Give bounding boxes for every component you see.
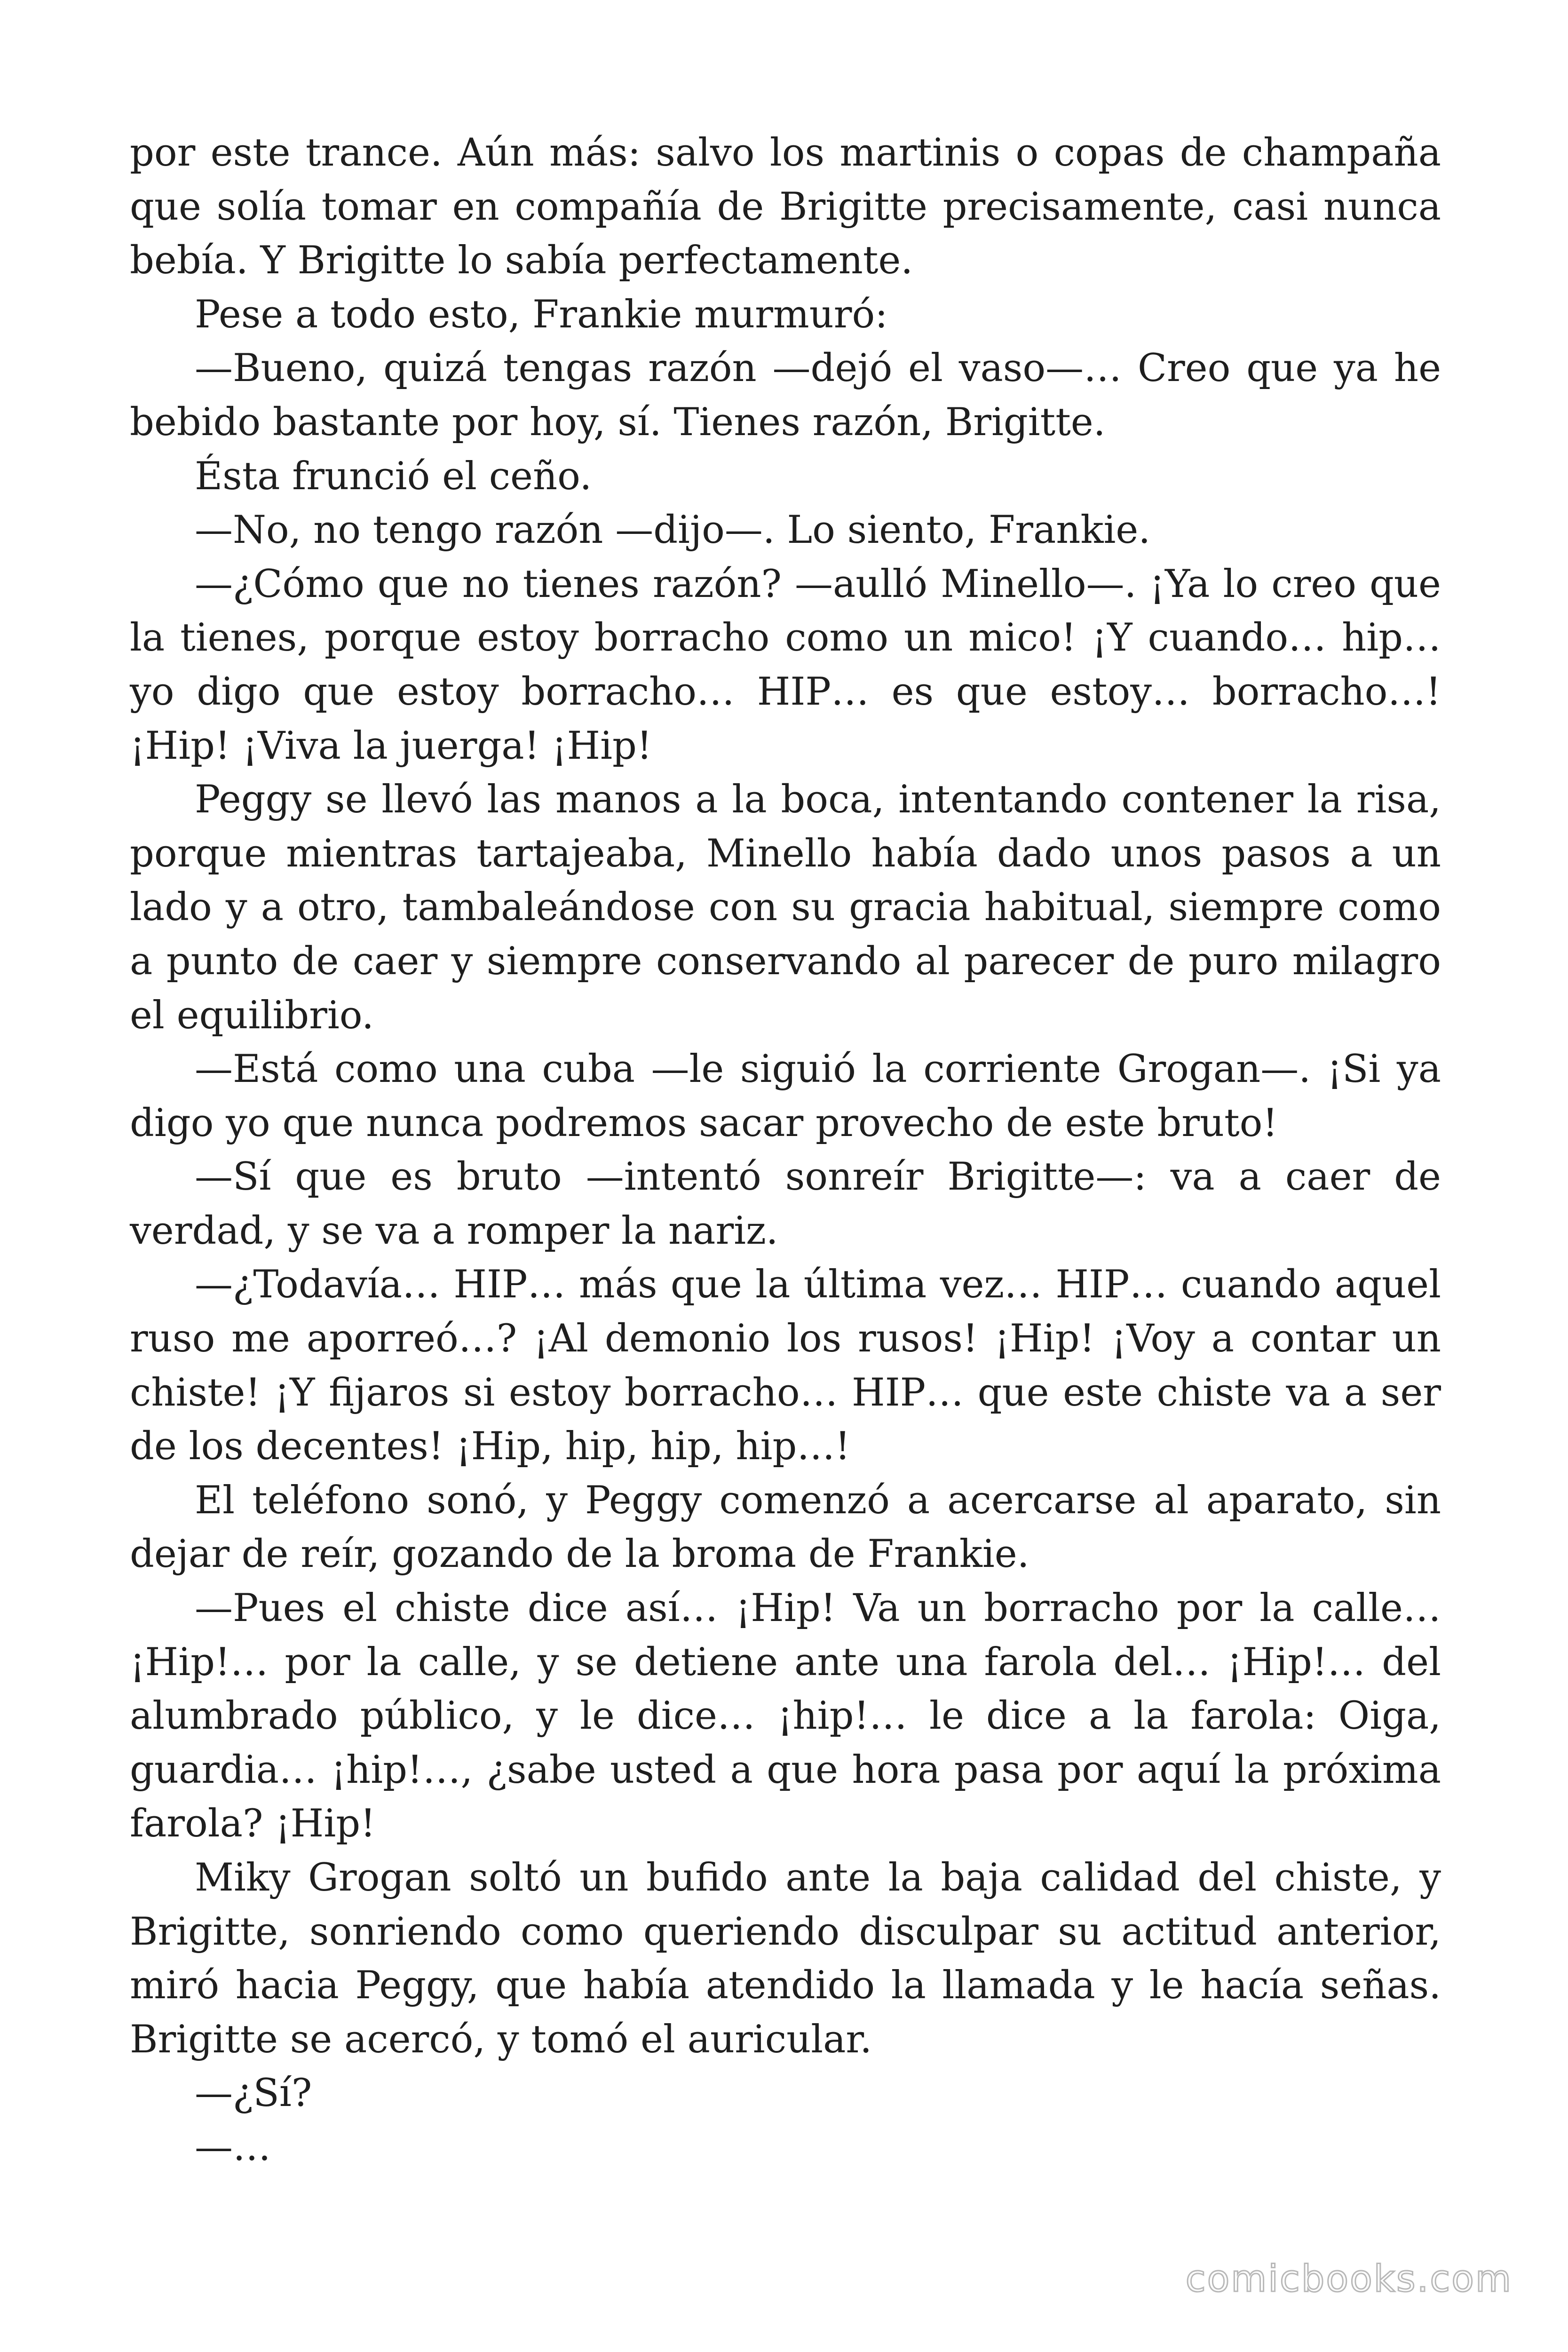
watermark: comicbooks.com — [1185, 2258, 1513, 2300]
paragraph-15: —… — [195, 2125, 271, 2169]
paragraph-1: por este trance. Aún más: salvo los martinis o copas de champaña que solía tomar en compañía de Brigitte precisamente, casi nunca bebía. Y Brigitte lo sabía perfectamente. — [130, 131, 1441, 283]
paragraph-8: —Está como una cuba —le siguió la corriente Grogan—. ¡Si ya digo yo que nunca podremos sacar provecho de este bruto! — [130, 1047, 1441, 1145]
page-body — [130, 126, 1441, 2175]
paragraph-11: El teléfono sonó, y Peggy comenzó a acercarse al aparato, sin dejar de reír, gozando de la broma de Frankie. — [130, 1478, 1441, 1577]
paragraph-6: —¿Cómo que no tienes razón? —aulló Minello—. ¡Ya lo creo que la tienes, porque estoy borracho como un mico! ¡Y cuando… hip… yo digo que estoy borracho… HIP… es que estoy… borracho…! ¡Hip! ¡Viva la juerga! ¡Hip! — [130, 562, 1441, 768]
paragraph-2: Pese a todo esto, Frankie murmuró: — [195, 292, 888, 337]
paragraph-9: —Sí que es bruto —intentó sonreír Brigitte—: va a caer de verdad, y se va a romper la nariz. — [130, 1155, 1441, 1253]
paragraph-4: Ésta frunció el ceño. — [195, 454, 592, 499]
paragraph-3: —Bueno, quizá tengas razón —dejó el vaso—… Creo que ya he bebido bastante por hoy, sí. Tienes razón, Brigitte. — [130, 346, 1441, 445]
paragraph-14: —¿Sí? — [195, 2071, 312, 2116]
paragraph-7: Peggy se llevó las manos a la boca, intentando contener la risa, porque mientras tartajeaba, Minello había dado unos pasos a un lado y a otro, tambaleándose con su gracia habitual, siempre como a punto de caer y siempre conservando al parecer de puro milagro el equilibrio. — [130, 778, 1441, 1038]
paragraph-13: Miky Grogan soltó un bufido ante la baja calidad del chiste, y Brigitte, sonriendo como queriendo disculpar su actitud anterior, miró hacia Peggy, que había atendido la llamada y le hacía señas. Brigitte se acercó, y tomó el auricular. — [130, 1856, 1441, 2062]
paragraph-10: —¿Todavía… HIP… más que la última vez… HIP… cuando aquel ruso me aporreó…? ¡Al demonio los rusos! ¡Hip! ¡Voy a contar un chiste! ¡Y fijaros si estoy borracho… HIP… que este chiste va a ser de los decentes! ¡Hip, hip, hip, hip…! — [130, 1263, 1441, 1469]
paragraph-12: —Pues el chiste dice así… ¡Hip! Va un borracho por la calle… ¡Hip!… por la calle, y se detiene ante una farola del… ¡Hip!… del alumbrado público, y le dice… ¡hip!… le dice a la farola: Oiga, guardia… ¡hip!…, ¿sabe usted a que hora pasa por aquí la próxima farola? ¡Hip! — [130, 1586, 1441, 1846]
paragraph-5: —No, no tengo razón —dijo—. Lo siento, Frankie. — [195, 508, 1151, 553]
